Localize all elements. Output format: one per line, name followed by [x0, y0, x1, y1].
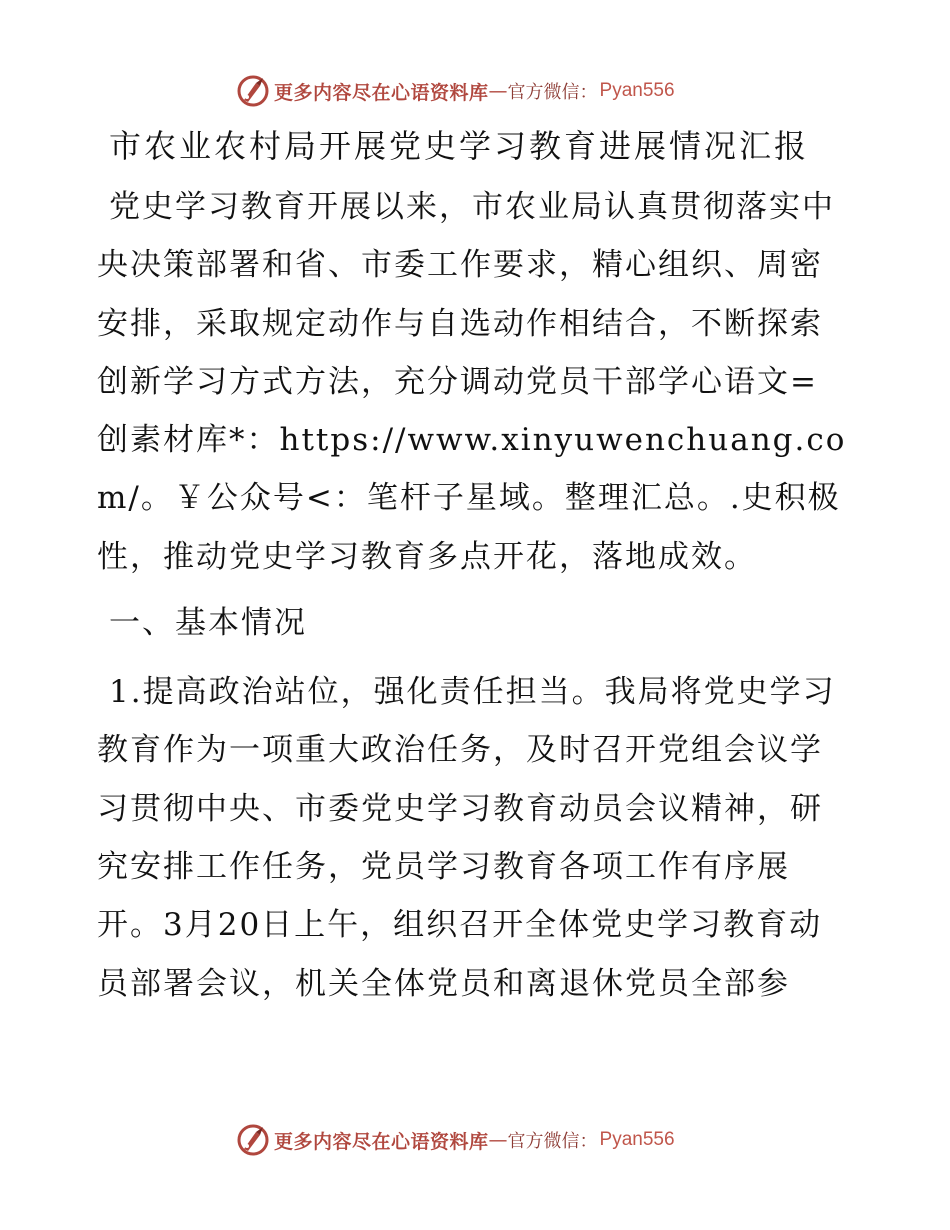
- watermark-wechat-id: Pyan556: [599, 1129, 675, 1150]
- section-paragraph: 1.提高政治站位，强化责任担当。我局将党史学习教育作为一项重大政治任务，及时召开党组会议学习贯彻中央、市委党史学习教育动员会议精神，研究安排工作任务，党员学习教育各项工作有序展开。3月20日上午，组织召开全体党史学习教育动员部署会议，机关全体党员和离退休党员全部参: [97, 674, 836, 1002]
- document-title: 市农业农村局开展党史学习教育进展情况汇报: [109, 127, 810, 165]
- watermark-separator: —: [488, 1129, 508, 1151]
- watermark-brand: 更多内容尽在心语资料库: [274, 1130, 489, 1153]
- watermark-wechat-label: 官方微信：: [507, 82, 598, 103]
- watermark-wechat-id: Pyan556: [599, 80, 675, 101]
- quill-seal-icon: [236, 74, 270, 108]
- quill-seal-icon: [236, 1123, 270, 1157]
- watermark-brand: 更多内容尽在心语资料库: [274, 81, 489, 104]
- document-body: [97, 117, 849, 1013]
- watermark-header: [236, 73, 675, 109]
- section-heading: 一、基本情况: [109, 605, 307, 642]
- watermark-wechat-label: 官方微信：: [507, 1131, 598, 1152]
- intro-paragraph: 党史学习教育开展以来，市农业局认真贯彻落实中央决策部署和省、市委工作要求，精心组织、周密安排，采取规定动作与自选动作相结合，不断探索创新学习方式方法，充分调动党员干部学心语文=创素材库*：https://www.xinyuwenchuang.com/。￥公众号<：笔杆子星域。整理汇总。.史积极性，推动党史学习教育多点开花，落地成效。: [97, 189, 847, 575]
- watermark-separator: —: [488, 80, 508, 102]
- watermark-footer: [236, 1122, 675, 1158]
